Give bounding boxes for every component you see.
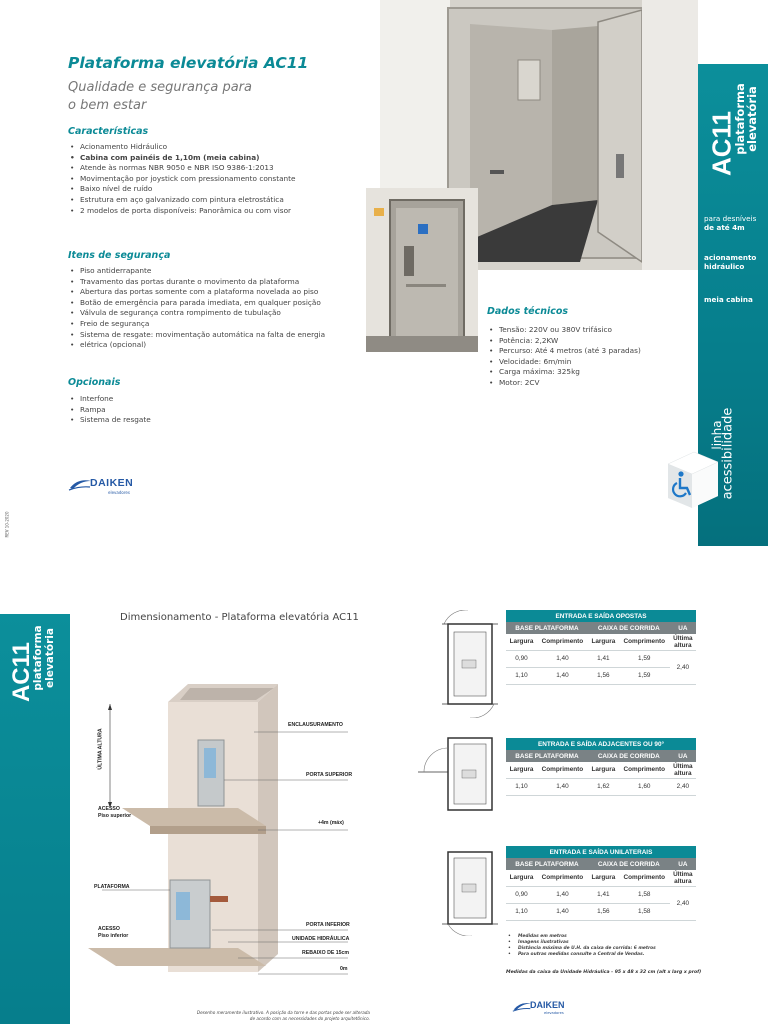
list-item: • Sistema de resgate: movimentação automática na falta de energia [68,330,360,341]
band-linha: linha [710,420,724,450]
list-item: • Rampa [68,405,268,416]
door-photo-small [366,188,478,352]
col-group-caixa: CAIXA DE CORRIDA [588,622,670,634]
list-item: • Tensão: 220V ou 380V trifásico [487,325,687,336]
band-acessibilidade: acessibilidade [720,407,736,500]
note-item: • Medidas em metros [506,934,706,940]
table-cell: 1,10 [506,903,537,920]
table-row [506,778,696,795]
table-cell: 1,41 [588,886,619,903]
col-group-caixa: CAIXA DE CORRIDA [588,858,670,870]
table-cell: 1,62 [588,778,619,795]
band-feature-2b: hidráulico [704,262,745,271]
list-item-continuation: • elétrica (opcional) [68,340,360,351]
ua-label-2: altura [674,769,692,777]
band-feature-1a: para desníveis [704,214,757,223]
band-model: AC11 [706,110,737,177]
table-cell: 1,41 [588,650,619,667]
ua-label-2: altura [674,641,692,649]
col-header: Largura [506,634,537,650]
label-acesso-inf-1: ACESSO [98,926,120,932]
col-group-caixa: CAIXA DE CORRIDA [588,750,670,762]
table-title: ENTRADA E SAÍDA OPOSTAS [506,610,696,622]
list-item: • Interfone [68,394,268,405]
seguranca-heading: Itens de segurança [68,250,171,261]
note-item: • Para outras medidas consulte a Central de Vendas. [506,952,706,958]
table-cell: 1,60 [619,778,670,795]
brand-name: DAIKEN [530,1000,565,1010]
table-cell: 1,56 [588,903,619,920]
table-notes [506,934,706,958]
col-header-ua [670,870,696,886]
brand-tagline: elevadores [544,1011,564,1015]
ua-label-2: altura [674,877,692,885]
band-feature-1b: de até 4m [704,223,745,232]
list-item: • Botão de emergência para parada imediata, em qualquer posição [68,298,360,309]
list-item: • Sistema de resgate [68,415,268,426]
brand-name: DAIKEN [90,477,134,489]
col-header: Comprimento [537,762,588,778]
label-porta-inferior: PORTA INFERIOR [306,922,350,928]
list-item: • Abertura das portas somente com a plataforma novelada ao piso [68,287,360,298]
col-header: Comprimento [619,634,670,650]
note-item: • Imagens ilustrativas [506,940,706,946]
col-group-ua: UA [670,858,696,870]
side-band-page2 [0,614,70,1024]
list-item: • Válvula de segurança contra rompimento de tubulação [68,308,360,319]
col-header: Largura [588,634,619,650]
list-item: • Piso antiderrapante [68,266,360,277]
band-feature-1 [704,214,756,232]
col-header: Comprimento [537,634,588,650]
col-header: Comprimento [537,870,588,886]
tower-diagram [88,680,388,980]
footnote-line-2: de acordo com as necessidades do projeto arquitetônico. [249,1016,370,1021]
label-unidade-hidraulica: UNIDADE HIDRÁULICA [292,936,350,942]
band-line1: plataforma [733,83,747,155]
label-acesso-sup-1: ACESSO [98,806,120,812]
note-item: • Distância máxima de U.H. da caixa de corrida: 6 metros [506,946,706,952]
table-cell: 1,40 [537,650,588,667]
table-cell: 1,58 [619,903,670,920]
band-feature-2 [704,253,756,271]
wheelchair-cube-icon [664,450,720,510]
col-group-ua: UA [670,622,696,634]
col-group-base: BASE PLATAFORMA [506,858,588,870]
table-row [506,667,696,684]
table-cell: 1,10 [506,667,537,684]
list-item: • Baixo nível de ruído [68,184,368,195]
col-group-base: BASE PLATAFORMA [506,622,588,634]
label-porta-superior: PORTA SUPERIOR [306,772,353,778]
ua-label-1: Última [673,634,693,642]
list-item: • Motor: 2CV [487,378,687,389]
dados-heading: Dados técnicos [487,306,569,317]
list-item: • Percurso: Até 4 metros (até 3 paradas) [487,346,687,357]
subtitle-line-1: Qualidade e segurança para [68,80,252,95]
product-subtitle [68,79,298,115]
label-acesso-sup-2: Piso superior [98,813,132,819]
brand-logo [68,476,178,496]
list-item: • Freio de segurança [68,319,360,330]
list-item: • Atende às normas NBR 9050 e NBR ISO 9386-1:2013 [68,163,368,174]
list-item: • Acionamento Hidráulico [68,142,368,153]
col-group-ua: UA [670,750,696,762]
floor-plan-unilaterais [440,840,500,936]
list-item: • Estrutura em aço galvanizado com pintura eletrostática [68,195,368,206]
caracteristicas-list [68,142,368,216]
col-header-ua [670,634,696,650]
table-row [506,886,696,903]
brand-tagline: elevadores [108,490,130,495]
table-cell: 1,40 [537,667,588,684]
label-4m: +4m (máx) [318,820,344,826]
table-cell: 0,90 [506,886,537,903]
table-adjacentes [506,738,696,796]
list-item: • 2 modelos de porta disponíveis: Panorâmica ou com visor [68,206,368,217]
list-item: • Cabina com painéis de 1,10m (meia cabina) [68,153,368,164]
product-title: Plataforma elevatória AC11 [68,54,309,72]
revision-note: REV 10-2020 [4,511,10,538]
seguranca-list [68,266,360,351]
band-feature-3: meia cabina [704,295,753,304]
floor-plan-adjacentes [414,732,500,818]
table-cell: 1,40 [537,903,588,920]
swoosh-icon [68,478,92,492]
band2-line2: elevatória [44,628,56,688]
label-zero: 0m [340,966,348,972]
col-header: Comprimento [619,870,670,886]
table-row [506,650,696,667]
table-cell-ua: 2,40 [670,778,696,795]
diagram-footnote [140,1010,370,1022]
ua-label-1: Última [673,870,693,878]
table-cell: 1,10 [506,778,537,795]
table-cell: 1,40 [537,778,588,795]
table-unilaterais [506,846,696,921]
tower-drawing [88,680,388,980]
label-rebaixo: REBAIXO DE 15cm [302,950,349,956]
table-title: ENTRADA E SAÍDA UNILATERAIS [506,846,696,858]
col-header: Comprimento [619,762,670,778]
col-group-base: BASE PLATAFORMA [506,750,588,762]
ua-label-1: Última [673,762,693,770]
list-item: • Travamento das portas durante o movimento da plataforma [68,277,360,288]
table-row [506,903,696,920]
caracteristicas-heading: Características [68,126,149,137]
table-cell: 1,56 [588,667,619,684]
table-cell: 1,58 [619,886,670,903]
table-cell-ua: 2,40 [670,650,696,684]
list-item: • Movimentação por joystick com pressionamento constante [68,174,368,185]
table-cell-ua: 2,40 [670,886,696,920]
hydraulic-note: Medidas da caixa da Unidade Hidráulica - 95 x 48 x 32 cm (alt x larg x prof) [506,970,702,975]
table-cell: 1,59 [619,650,670,667]
band2-model: AC11 [8,641,35,703]
label-acesso-inf-2: Piso inferior [98,933,129,939]
swoosh-icon [512,1001,532,1013]
dimensioning-title: Dimensionamento - Plataforma elevatória AC11 [120,612,359,623]
subtitle-line-2: o bem estar [68,98,147,113]
label-enclausuramento: ENCLAUSURAMENTO [288,722,343,728]
door-photo-drawing [366,188,478,352]
list-item: • Velocidade: 6m/min [487,357,687,368]
table-cell: 0,90 [506,650,537,667]
col-header: Largura [506,762,537,778]
brand-logo-page2 [512,1000,592,1018]
dados-list [487,325,687,389]
floor-plan-opostas [438,610,500,718]
band-feature-2a: acionamento [704,253,757,262]
footnote-line-1: Desenho meramente ilustrativo. A posição da torre e das portas pode ser alterada [196,1010,370,1015]
table-opostas [506,610,696,685]
opcionais-heading: Opcionais [68,377,121,388]
list-item: • Carga máxima: 325kg [487,367,687,378]
label-plataforma: PLATAFORMA [94,884,130,890]
label-ultima-altura: ÚLTIMA ALTURA [97,728,104,770]
table-title: ENTRADA E SAÍDA ADJACENTES OU 90° [506,738,696,750]
list-item: • Potência: 2,2KW [487,336,687,347]
table-cell: 1,40 [537,886,588,903]
col-header-ua [670,762,696,778]
band2-line1: plataforma [32,625,44,691]
table-cell: 1,59 [619,667,670,684]
col-header: Largura [588,762,619,778]
opcionais-list [68,394,268,426]
col-header: Largura [588,870,619,886]
col-header: Largura [506,870,537,886]
band-line2: elevatória [745,86,759,152]
